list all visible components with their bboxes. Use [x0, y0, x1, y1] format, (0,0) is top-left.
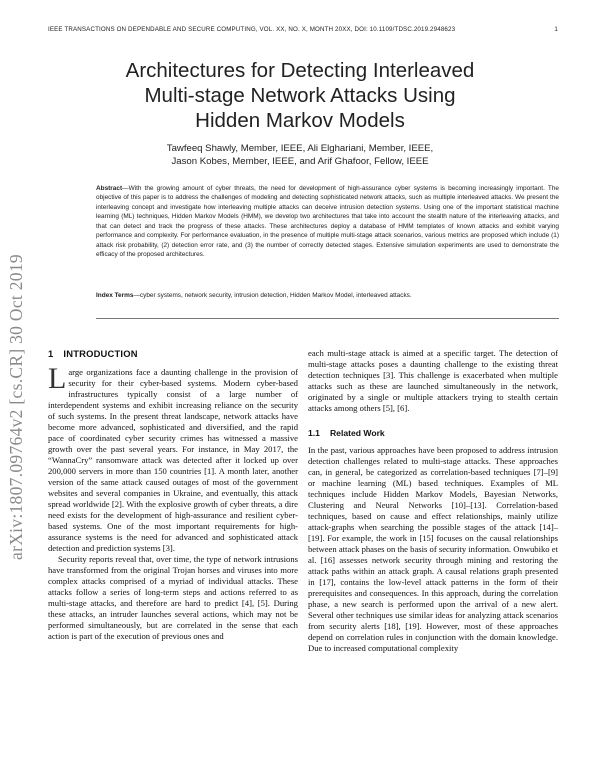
page-number: 1: [554, 26, 558, 33]
abstract-label: Abstract: [96, 185, 123, 192]
abstract-divider: [96, 318, 559, 319]
subsection-title: Related Work: [329, 428, 385, 439]
arxiv-stamp[interactable]: arXiv:1807.09764v2 [cs.CR] 30 Oct 2019: [6, 254, 26, 560]
title-line-1: Architectures for Detecting Interleaved: [125, 59, 475, 82]
title-line-3: Hidden Markov Models: [195, 109, 405, 132]
title-line-2: Multi-stage Network Attacks Using: [144, 84, 456, 107]
section-heading-introduction: [48, 348, 298, 359]
drop-cap: L: [48, 362, 67, 396]
paper-title: [60, 58, 540, 133]
subsection-heading-related-work: [308, 428, 558, 439]
abstract: [96, 184, 559, 260]
authors-line-1: Tawfeeq Shawly, Member, IEEE, Ali Elghariani, Member, IEEE,: [166, 143, 434, 154]
intro-paragraph-1: [48, 362, 298, 554]
intro-paragraph-2: Security reports reveal that, over time, the type of network intrusions have transformed from the original Trojan horses and viruses into more complex attacks comprised of a myriad of individual attacks. These attacks follow a series of long-term steps and actions referred to as multi-stage attacks, and therefore are hard to predict [4], [5]. During these attacks, an intruder launches several actions, which may not be performed simultaneously, but are correlated in the sense that each action is part of the execution of previous ones and: [48, 554, 298, 642]
section-title: INTRODUCTION: [63, 348, 138, 359]
index-terms: [96, 291, 559, 300]
related-work-paragraph: In the past, various approaches have been proposed to address intrusion detection challenges related to multi-stage attacks. These approaches can, in general, be categorized as correlation-based techniques [7]–[9] or machine learning (ML) based techniques. Examples of ML techniques include Hidden Markov Models, Bayesian Networks, Clustering and Neural Networks [10]–[13]. Correlation-based techniques, based on cause and effect relationships, mainly utilize attack-graphs when searching the possible stages of the attack [14]–[19]. For example, the work in [15] focuses on the causal relationships between attack phases on the basis of security information. Onwubiko et al. [16] assesses network security through mining and restoring the attack paths within an attack graph. A causal relations graph presented in [17], contains the low-level attack patterns in the form of their prerequisites and consequences. In this approach, during the correlation phase, a new search is performed upon the arrival of a new alert. Several other techniques use similar ideas for analyzing attack scenarios from security alerts [18], [19]. However, most of these approaches depend on correlation rules in conjunction with the domain knowledge. Due to increased computational complexity: [308, 445, 558, 654]
intro-paragraph-1-text: arge organizations face a daunting challenge in the provision of security for their cyber-based systems. Modern cyber-based infrastructures typically consist of a large number of interdependent systems and exhibit increasing reliance on the security of such systems. In the present threat landscape, network attacks have become more advanced, sophisticated and diversified, and the rapid pace of coordinated cyber security crimes has witnessed a massive growth over the past several years. For instance, in May 2017, the “WannaCry” ransomware attack was detected after it locked up over 200,000 servers in more than 150 countries [1]. A month later, another version of the same attack caused outages of most of the government websites and several companies in Ukraine, and eventually, this attack spread worldwide [2]. With the explosive growth of cyber threats, a dire need exists for the development of high-assurance and resilient cyber-based systems. One of the most important requirements for high-assurance systems is the need for advanced and sophisticated attack detection and prediction systems [3].: [48, 367, 298, 554]
section-number: 1: [48, 348, 54, 359]
author-list: [60, 142, 540, 168]
abstract-text: —With the growing amount of cyber threats, the need for development of high-assurance cyber systems is becoming increasingly important. The objective of this paper is to address the challenges of modeling and detecting sophisticated network attacks, such as multiple interleaved attacks. We present the interleaving concept and investigate how interleaving multiple attacks can deceive intrusion detection systems. Using one of the important statistical machine learning (ML) techniques, Hidden Markov Models (HMM), we develop two architectures that take into account the stealth nature of the interleaving attacks, and that can detect and track the progress of these attacks. These architectures deploy a database of HMM templates of known attacks and exhibit varying performance and complexity. For performance evaluation, in the presence of multiple multi-stage attack scenarios, various metrics are proposed which include (1) attack risk probability, (2) detection error rate, and (3) the number of correctly detected stages. Extensive simulation experiments are used to demonstrate the efficacy of the proposed architectures.: [96, 185, 559, 259]
index-terms-text: —cyber systems, network security, intrusion detection, Hidden Markov Model, interleaved attacks.: [133, 292, 412, 299]
right-column: [308, 348, 558, 654]
subsection-number: 1.1: [308, 428, 320, 439]
left-column: [48, 348, 298, 642]
intro-paragraph-3: each multi-stage attack is aimed at a specific target. The detection of multi-stage attacks poses a daunting challenge to the existing threat detection techniques [3]. This challenge is exacerbated when multiple attacks such as these are launched simultaneously in the network, originated by a single or multiple attackers trying to stealth certain attacks among others [5], [6].: [308, 348, 558, 414]
authors-line-2: Jason Kobes, Member, IEEE, and Arif Ghafoor, Fellow, IEEE: [171, 156, 429, 167]
running-header: [48, 26, 558, 33]
index-terms-label: Index Terms: [96, 292, 134, 299]
journal-line: IEEE TRANSACTIONS ON DEPENDABLE AND SECURE COMPUTING, VOL. XX, NO. X, MONTH 20XX, DOI: 10.1109/TDSC.2019.2948623: [48, 26, 456, 33]
